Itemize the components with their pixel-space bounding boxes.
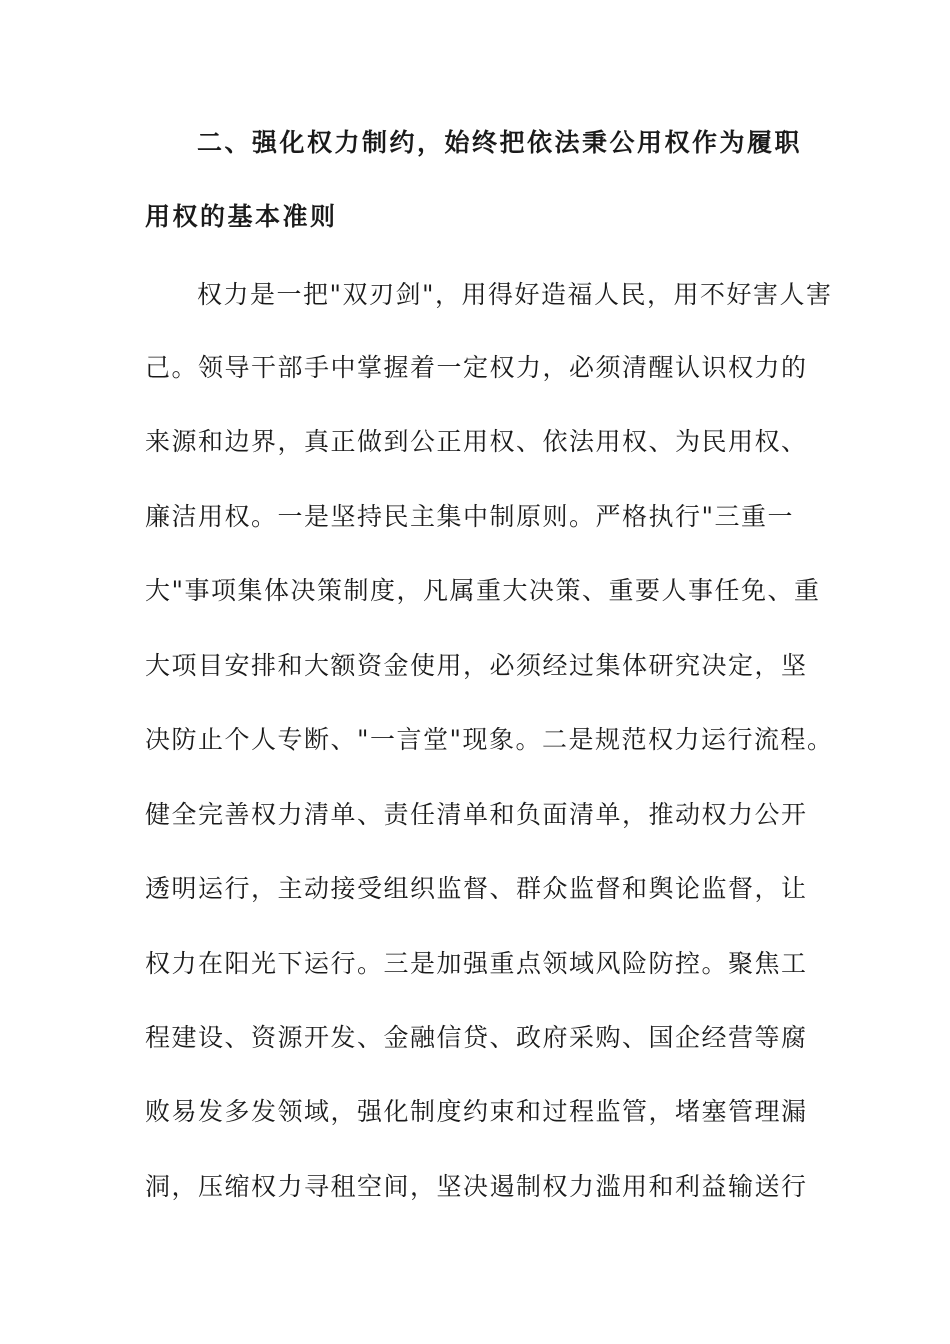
paragraph-line: 权力是一把"双刃剑"，用得好造福人民，用不好害人害: [197, 280, 833, 309]
paragraph-line: 程建设、资源开发、金融信贷、政府采购、国企经营等腐: [145, 1023, 808, 1052]
paragraph-line: 败易发多发领域，强化制度约束和过程监管，堵塞管理漏: [145, 1097, 808, 1126]
paragraph-line: 大"事项集体决策制度，凡属重大决策、重要人事任免、重: [145, 576, 821, 605]
paragraph-line: 权力在阳光下运行。三是加强重点领域风险防控。聚焦工: [145, 949, 808, 978]
paragraph-line: 决防止个人专断、"一言堂"现象。二是规范权力运行流程。: [145, 725, 834, 754]
paragraph-line: 来源和边界，真正做到公正用权、依法用权、为民用权、: [145, 427, 808, 456]
paragraph-line: 大项目安排和大额资金使用，必须经过集体研究决定，坚: [145, 651, 808, 680]
paragraph-line: 廉洁用权。一是坚持民主集中制原则。严格执行"三重一: [145, 502, 795, 531]
paragraph-line: 健全完善权力清单、责任清单和负面清单，推动权力公开: [145, 800, 808, 829]
paragraph-line: 透明运行，主动接受组织监督、群众监督和舆论监督，让: [145, 874, 808, 903]
section-heading-line-2: 用权的基本准则: [145, 202, 338, 231]
paragraph-line: 己。领导干部手中掌握着一定权力，必须清醒认识权力的: [145, 353, 808, 382]
section-heading-line-1: 二、强化权力制约，始终把依法秉公用权作为履职: [197, 128, 803, 157]
paragraph-line: 洞，压缩权力寻租空间，坚决遏制权力滥用和利益输送行: [145, 1172, 808, 1201]
